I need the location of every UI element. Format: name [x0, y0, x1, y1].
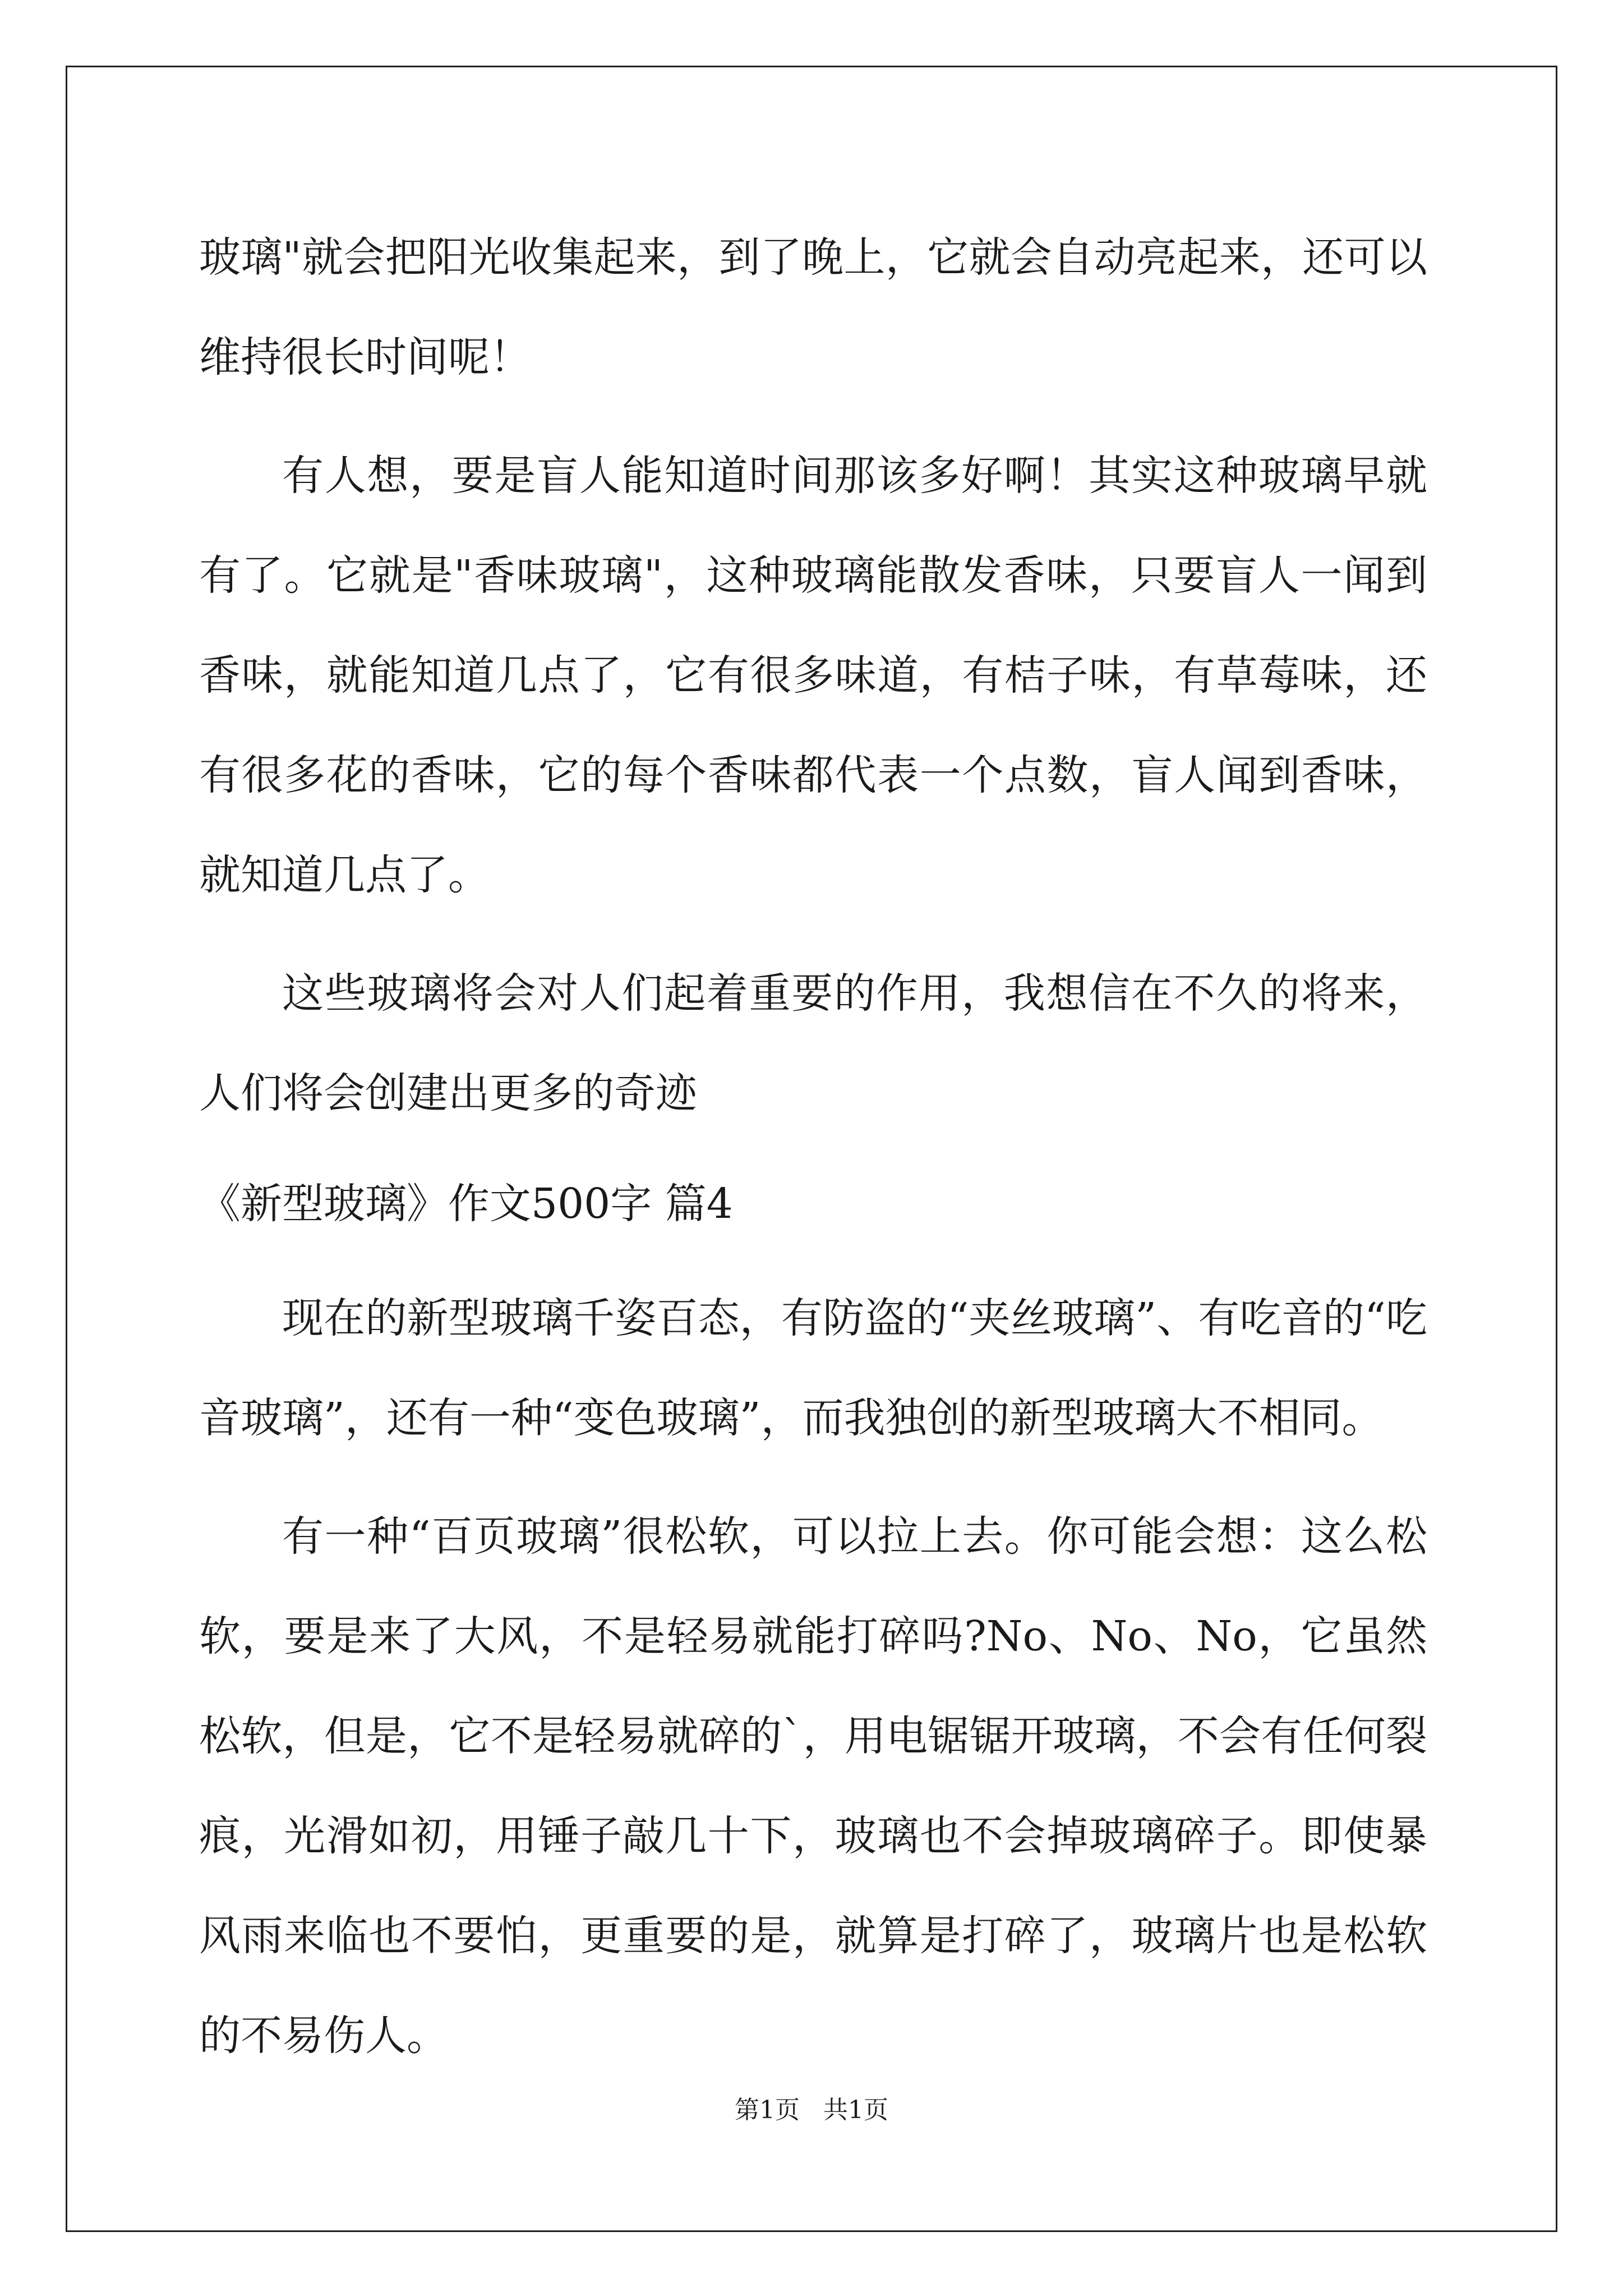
- paragraph-4: 现在的新型玻璃千姿百态，有防盗的“夹丝玻璃”、有吃音的“吃音玻璃”，还有一种“变色玻璃”，而我独创的新型玻璃大不相同。: [199, 1294, 1427, 1442]
- paragraph-1: 玻璃"就会把阳光收集起来，到了晚上，它就会自动亮起来，还可以维持很长时间呢！: [199, 233, 1427, 381]
- page-number: 第1页: [735, 2096, 800, 2124]
- paragraph-3: 这些玻璃将会对人们起着重要的作用，我想信在不久的将来，人们将会创建出更多的奇迹: [199, 969, 1427, 1117]
- document-body: [199, 208, 1427, 2104]
- page-total: 共1页: [823, 2096, 888, 2124]
- paragraph-5: 有一种“百页玻璃”很松软，可以拉上去。你可能会想：这么松软，要是来了大风，不是轻易就能打碎吗?No、No、No，它虽然松软，但是，它不是轻易就碎的`，用电锯锯开玻璃，不会有任何裂痕，光滑如初，用锤子敲几十下，玻璃也不会掉玻璃碎子。即使暴风雨来临也不要怕，更重要的是，就算是打碎了，玻璃片也是松软的不易伤人。: [199, 1512, 1427, 2060]
- paragraph-2: 有人想，要是盲人能知道时间那该多好啊！其实这种玻璃早就有了。它就是"香味玻璃"，这种玻璃能散发香味，只要盲人一闻到香味，就能知道几点了，它有很多味道，有桔子味，有草莓味，还有很多花的香味，它的每个香味都代表一个点数，盲人闻到香味，就知道几点了。: [199, 452, 1427, 899]
- page-footer: [0, 2090, 1623, 2125]
- section-heading: 《新型玻璃》作文500字 篇4: [199, 1180, 733, 1228]
